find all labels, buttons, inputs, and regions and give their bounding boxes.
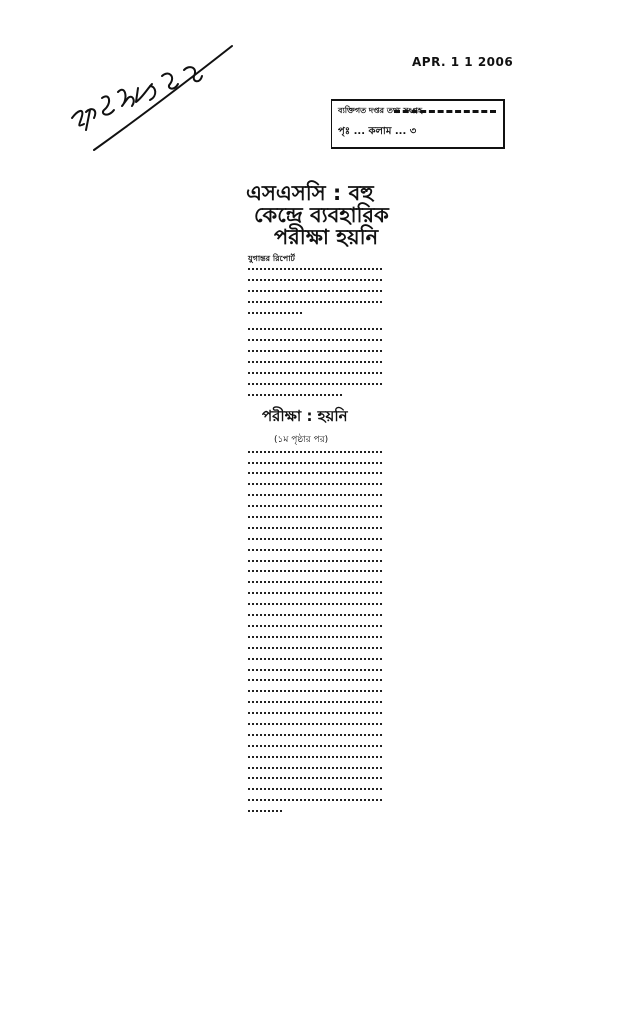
reference-stamp-box xyxy=(331,99,505,149)
reference-stamp-line1: ব্যক্তিগত দপ্তর তথ্য সংগ্রহ xyxy=(338,106,423,115)
date-stamp: APR. 1 1 2006 xyxy=(412,55,514,69)
headline-line-1: এসএসসি : বহু xyxy=(246,181,374,205)
reference-stamp-line2: পৃঃ ... কলাম ... ৩ xyxy=(338,126,417,137)
reference-stamp-rule xyxy=(394,110,496,113)
sub-headline: পরীক্ষা : হয়নি xyxy=(262,406,348,425)
article-body-part-1 xyxy=(248,268,382,403)
headline-line-2: কেন্দ্রে ব্যবহারিক xyxy=(254,203,389,227)
headline-line-3: পরীক্ষা হয়নি xyxy=(274,225,379,249)
reporter-byline: যুগান্তর রিপোর্ট xyxy=(248,254,295,263)
continued-from-note: (১ম পৃষ্ঠার পর) xyxy=(274,434,329,445)
article-body-part-2 xyxy=(248,451,382,819)
newspaper-clipping xyxy=(242,181,389,821)
handwritten-signature xyxy=(66,40,236,155)
